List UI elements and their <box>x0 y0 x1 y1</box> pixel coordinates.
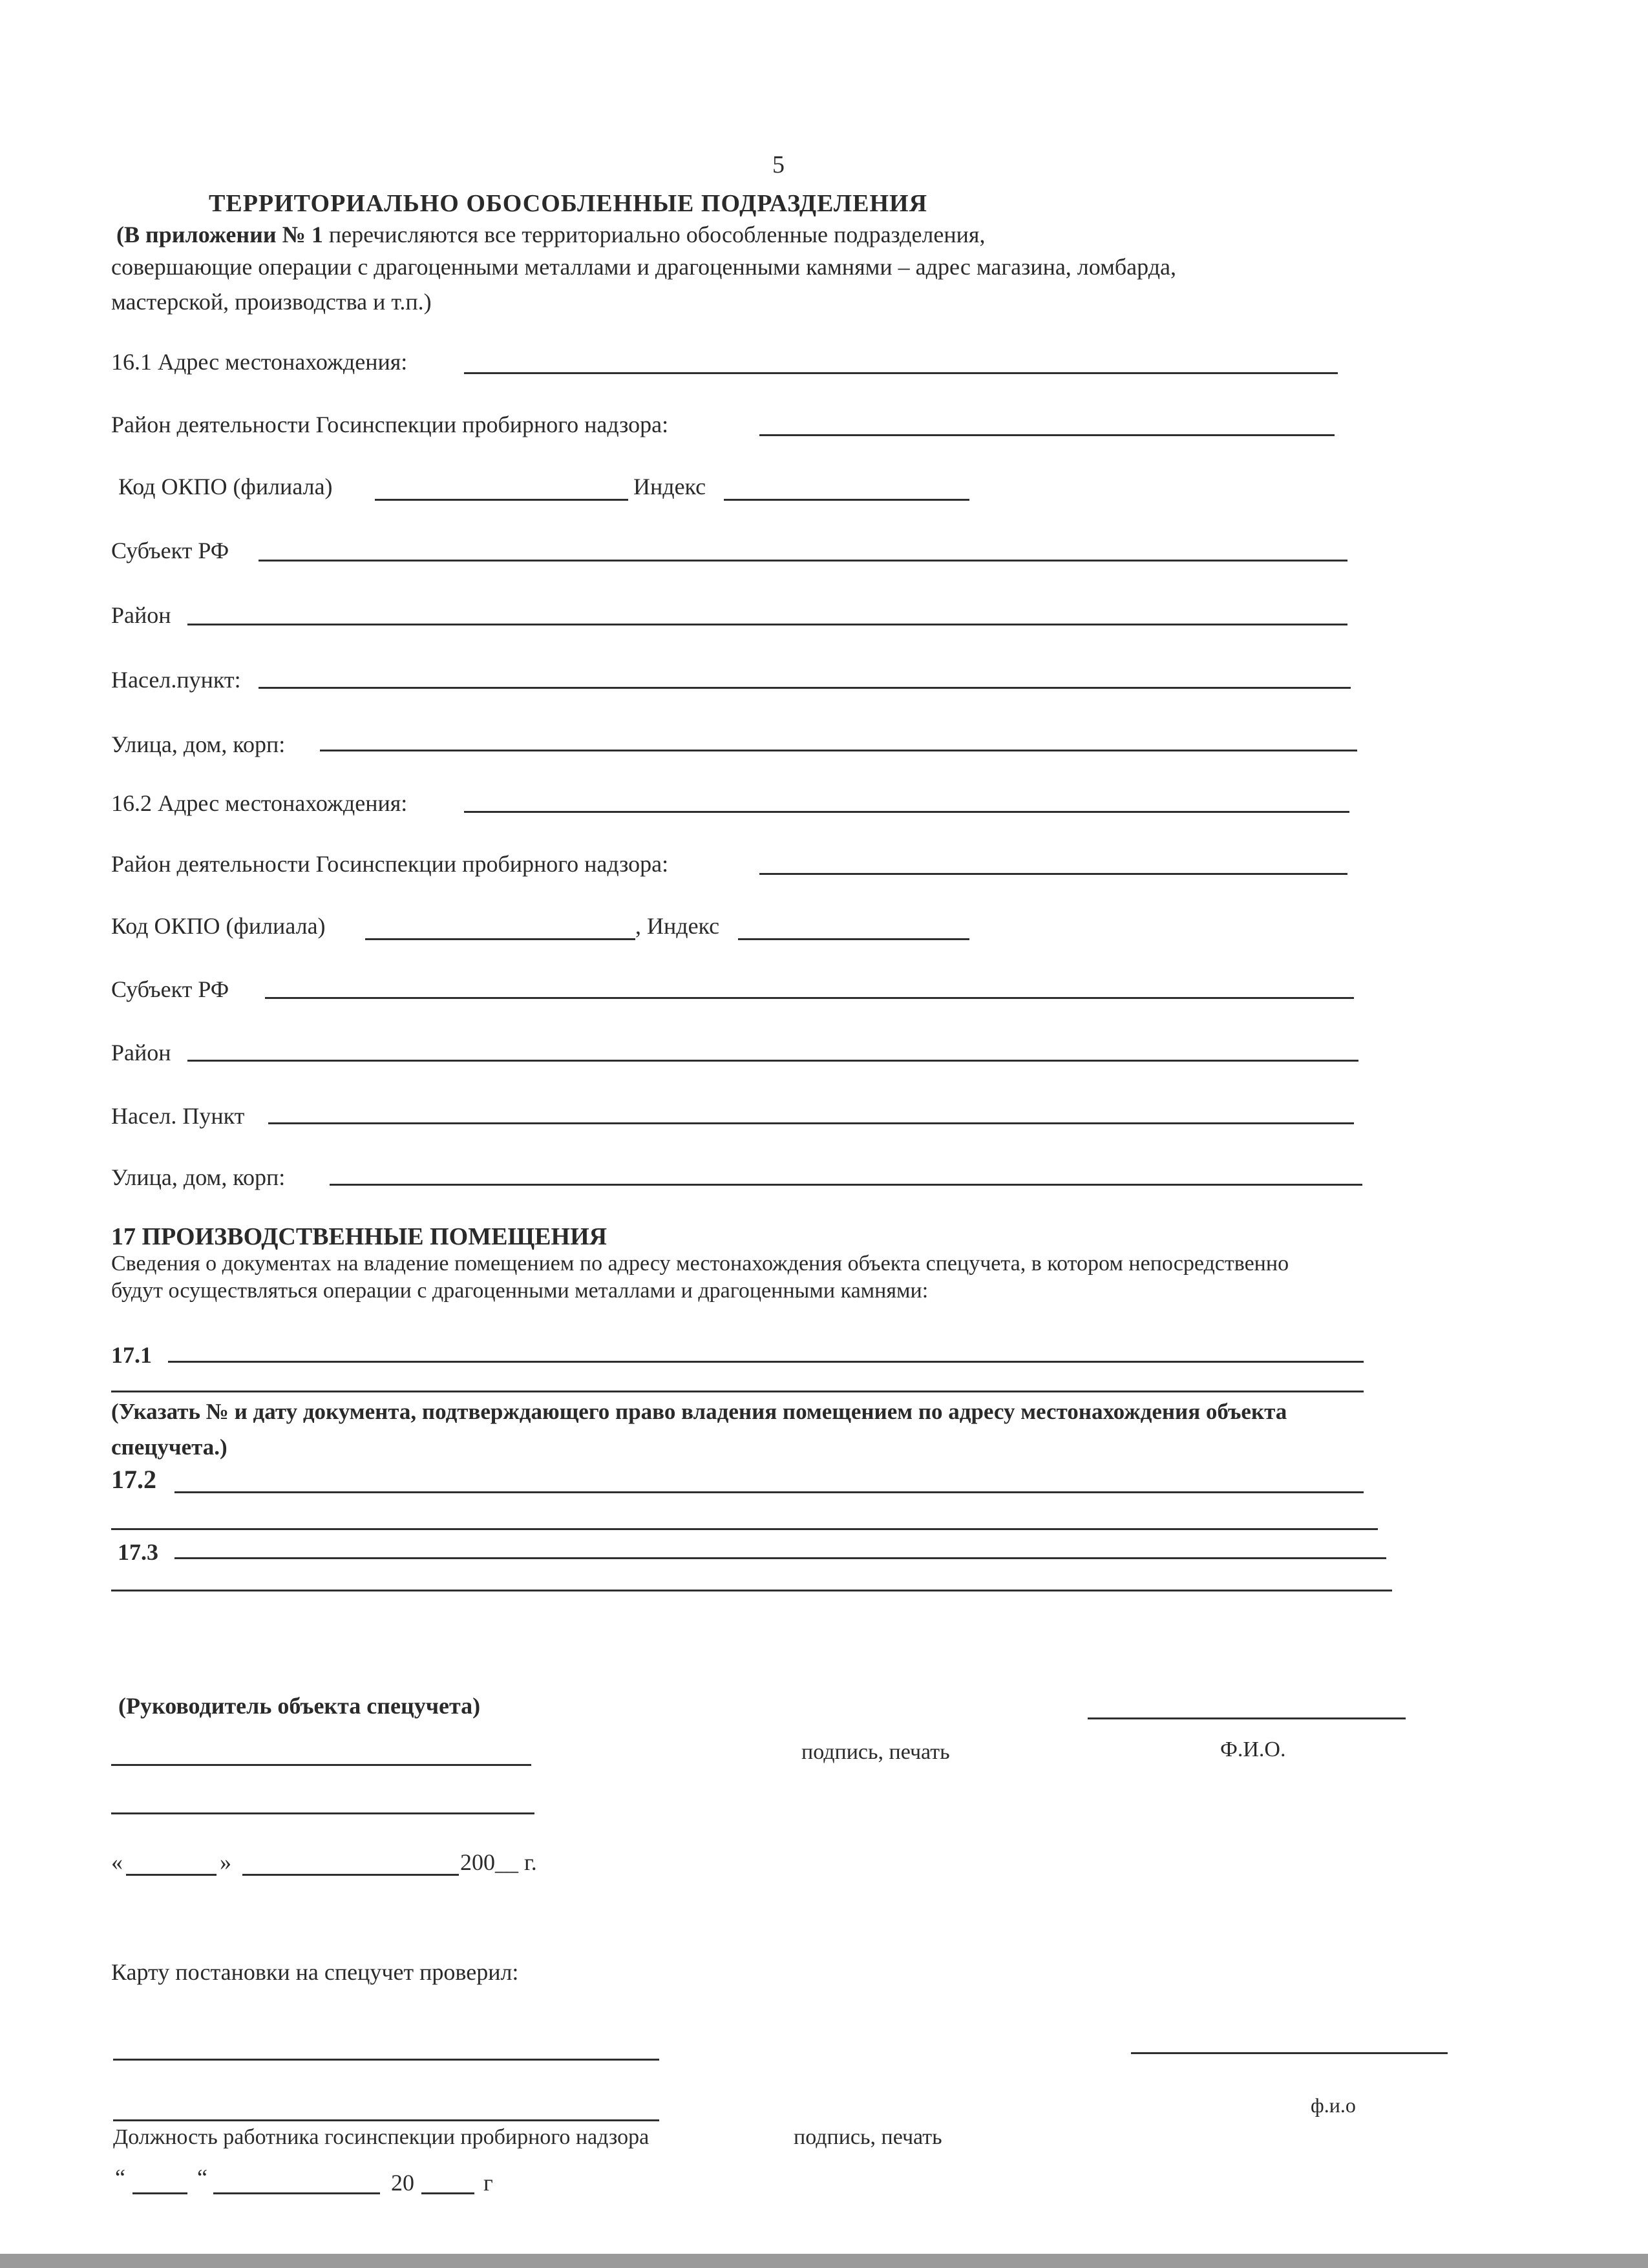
item-17-1-field[interactable] <box>168 1361 1364 1363</box>
check-date-open-quote: “ <box>115 2165 125 2190</box>
head-of-object-label: (Руководитель объекта спецучета) <box>118 1693 481 1719</box>
street-16-1-label: Улица, дом, корп: <box>111 731 286 757</box>
subject-16-2-field[interactable] <box>265 997 1354 999</box>
inspector-name-field[interactable] <box>113 2059 659 2061</box>
check-date-close-quote: “ <box>197 2165 207 2190</box>
item-17-3-label: 17.3 <box>118 1539 158 1565</box>
fio-head-field[interactable] <box>1088 1717 1406 1719</box>
fio-caption: Ф.И.О. <box>1220 1738 1286 1761</box>
okpo-16-1-field[interactable] <box>375 499 628 501</box>
index-16-2-field[interactable] <box>738 938 969 940</box>
address-16-2-field[interactable] <box>464 811 1349 813</box>
sign-stamp-caption: подпись, печать <box>801 1740 950 1764</box>
scan-edge <box>0 2254 1648 2268</box>
rayon-16-1-field[interactable] <box>187 624 1347 625</box>
inspector-position-field[interactable] <box>113 2119 659 2121</box>
address-16-1-field[interactable] <box>464 372 1338 374</box>
date-year: 200__ г. <box>460 1849 537 1875</box>
page-number: 5 <box>772 151 785 178</box>
index-16-1-label: Индекс <box>633 474 706 499</box>
note-17-1-line-1: (Указать № и дату документа, подтверждающего право владения помещением по адресу местонахождения объекта <box>111 1399 1287 1424</box>
section-17-heading: 17 ПРОИЗВОДСТВЕННЫЕ ПОМЕЩЕНИЯ <box>111 1223 607 1250</box>
check-year-field[interactable] <box>421 2192 474 2194</box>
check-month-field[interactable] <box>213 2192 380 2194</box>
rayon-16-2-field[interactable] <box>187 1060 1358 1062</box>
inspector-sign-caption: подпись, печать <box>794 2125 942 2149</box>
okpo-16-2-field[interactable] <box>365 938 635 940</box>
head-position-field[interactable] <box>111 1812 534 1814</box>
rayon-16-2-label: Район <box>111 1040 171 1066</box>
check-day-field[interactable] <box>132 2192 187 2194</box>
district-16-1-field[interactable] <box>759 434 1335 436</box>
item-17-1-field-2[interactable] <box>111 1391 1364 1392</box>
intro-line-1 <box>116 220 985 249</box>
head-name-field[interactable] <box>111 1764 531 1766</box>
section-title: ТЕРРИТОРИАЛЬНО ОБОСОБЛЕННЫЕ ПОДРАЗДЕЛЕНИЯ <box>209 190 928 217</box>
date-close-quote: » <box>220 1849 231 1875</box>
intro-text: перечисляются все территориально обособленные подразделения, <box>322 222 986 247</box>
inspector-position-caption: Должность работника госинспекции пробирного надзора <box>113 2125 650 2149</box>
subject-16-2-label: Субъект РФ <box>111 976 229 1002</box>
intro-line-2: совершающие операции с драгоценными металлами и драгоценными камнями – адрес магазина, ломбарда, <box>111 254 1176 280</box>
district-16-1-label: Район деятельности Госинспекции пробирного надзора: <box>111 412 669 437</box>
check-year-prefix: 20 <box>391 2170 414 2196</box>
intro-line-3: мастерской, производства и т.п.) <box>111 289 432 315</box>
street-16-1-field[interactable] <box>320 750 1357 751</box>
intro-bold: (В приложении № 1 <box>116 222 323 247</box>
subject-16-1-label: Субъект РФ <box>111 538 229 563</box>
settlement-16-1-label: Насел.пункт: <box>111 667 241 693</box>
date-day-field[interactable] <box>126 1874 217 1876</box>
item-17-2-field-2[interactable] <box>111 1528 1378 1530</box>
settlement-16-1-field[interactable] <box>259 687 1351 689</box>
district-16-2-field[interactable] <box>759 873 1347 875</box>
settlement-16-2-label: Насел. Пункт <box>111 1103 245 1129</box>
okpo-16-1-label: Код ОКПО (филиала) <box>118 474 333 499</box>
subject-16-1-field[interactable] <box>259 560 1347 562</box>
inspector-fio-field[interactable] <box>1131 2052 1448 2054</box>
street-16-2-field[interactable] <box>330 1184 1362 1186</box>
district-16-2-label: Район деятельности Госинспекции пробирного надзора: <box>111 851 669 877</box>
inspector-fio-caption: ф.и.о <box>1311 2094 1356 2117</box>
item-17-1-label: 17.1 <box>111 1342 152 1368</box>
note-17-1-line-2: спецучета.) <box>111 1434 227 1460</box>
rayon-16-1-label: Район <box>111 602 171 628</box>
address-16-1-label: 16.1 Адрес местонахождения: <box>111 349 408 375</box>
check-label: Карту постановки на спецучет проверил: <box>111 1959 519 1985</box>
settlement-16-2-field[interactable] <box>268 1122 1354 1124</box>
item-17-3-field-2[interactable] <box>111 1590 1392 1591</box>
date-open-quote: « <box>111 1849 123 1875</box>
address-16-2-label: 16.2 Адрес местонахождения: <box>111 790 408 816</box>
item-17-2-label: 17.2 <box>111 1465 156 1494</box>
okpo-16-2-label: Код ОКПО (филиала) <box>111 913 326 939</box>
street-16-2-label: Улица, дом, корп: <box>111 1164 286 1190</box>
section-17-desc-2: будут осуществляться операции с драгоценными металлами и драгоценными камнями: <box>111 1279 929 1303</box>
index-16-1-field[interactable] <box>724 499 969 501</box>
check-year-suffix: г <box>483 2170 493 2196</box>
section-17-desc-1: Сведения о документах на владение помещением по адресу местонахождения объекта спецучета, в котором непосредственно <box>111 1252 1289 1276</box>
item-17-2-field[interactable] <box>174 1491 1364 1493</box>
item-17-3-field[interactable] <box>174 1557 1386 1559</box>
index-16-2-label: , Индекс <box>635 913 720 939</box>
date-month-field[interactable] <box>242 1874 459 1876</box>
